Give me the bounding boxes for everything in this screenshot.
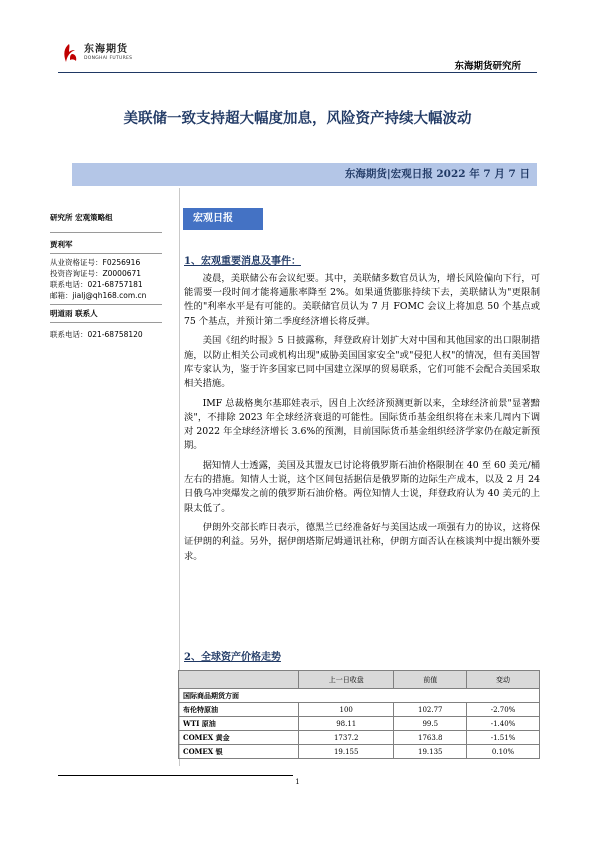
report-banner: 东海期货|宏观日报 2022 年 7 月 7 日 [72,163,537,186]
table-cell: 0.10% [467,745,540,759]
table-cell: 19.135 [394,745,467,759]
asset-price-table [178,670,540,759]
logo-english: DONGHAI FUTURES [84,55,133,61]
news-paragraph: 凌晨，美联储公布会议纪要。其中，美联储多数官员认为，增长风险偏向下行，可能需要一段时间才能将通胀率降至 2%。如果通货膨胀持续下去，美联储认为"更限制性的"利率水平是有可能的。美联储官员认为 7 月 FOMC 会议上将加息 50 个基点或 75 个基点，并预计第二季度经济增长将反弹。 [184,273,540,327]
table-cell: -1.51% [467,731,540,745]
news-paragraph: 据知情人士透露，美国及其盟友已讨论将俄罗斯石油价格限制在 40 至 60 美元/桶左右的措施。知情人士说，这个区间包括据信是俄罗斯的边际生产成本，以及 2 月 24 日俄乌冲突爆发之前的俄罗斯石油价格。两位知情人士说，拜登政府认为 40 美元的上限太低了。 [184,459,540,514]
table-cell: 100 [299,703,394,717]
analyst-info: 投资咨询证号：Z0000671 [50,269,142,278]
table-cell: 布伦特原油 [179,703,299,717]
report-title: 美联储一致支持超大幅度加息，风险资产持续大幅波动 [123,110,472,127]
table-header: 变动 [467,671,540,689]
analyst-info: 从业资格证号：F0256916 [50,258,141,267]
analyst-name: 贾利军 [50,240,73,249]
news-body [184,272,540,569]
table-cell: COMEX 黄金 [179,731,299,745]
table-header [179,671,299,689]
table-group-label: 国际商品期货方面 [179,689,540,703]
table-row [179,745,540,759]
sidebar-divider [50,304,162,305]
news-paragraph: IMF 总裁格奥尔基耶娃表示，因自上次经济预测更新以来，全球经济前景"显著黯淡"，不排除 2023 年全球经济衰退的可能性。国际货币基金组织将在未来几周内下调对 2022 年全球经济增长 3.6%的预测，目前国际货币基金组织经济学家仍在敲定新预期。 [184,397,540,452]
table-row [179,731,540,745]
footer-divider [58,775,293,776]
section-heading-prices: 2、全球资产价格走势 [184,652,281,663]
header-divider [58,72,537,73]
analyst-email: 邮箱：jialj@qh168.com.cn [50,291,147,300]
table-cell: -2.70% [467,703,540,717]
department: 研究所 宏观策略组 [50,213,113,222]
table-cell: WTI 原油 [179,717,299,731]
table-header-row [179,671,540,689]
analyst-info: 联系电话：021-68757181 [50,280,143,289]
table-header: 上一日收盘 [299,671,394,689]
section-heading-news: 1、宏观重要消息及事件： [184,256,301,267]
logo-chinese: 东海期货 [84,43,128,55]
contact-name: 明道雨 联系人 [50,309,98,318]
news-paragraph: 伊朗外交部长昨日表示，德黑兰已经准备好与美国达成一项强有力的协议，这将保证伊朗的利益。另外，据伊朗塔斯尼姆通讯社称，伊朗方面否认在核谈判中提出额外要求。 [184,522,540,562]
news-paragraph: 美国《纽约时报》5 日披露称，拜登政府计划扩大对中国和其他国家的出口限制措施，以防止相关公司或机构出现"威胁美国国家安全"或"侵犯人权"的情况，但有美国智库专家认为，鉴于许多国家已同中国建立深厚的贸易联系，它们可能不会配合美国采取相关措施。 [184,335,540,389]
table-cell: COMEX 银 [179,745,299,759]
table-cell: 98.11 [299,717,394,731]
report-type-tag: 宏观日报 [183,208,263,230]
table-cell: 1763.8 [394,731,467,745]
table-cell: 1737.2 [299,731,394,745]
table-row [179,717,540,731]
logo-icon [58,42,80,64]
table-cell: 102.77 [394,703,467,717]
table-cell: 99.5 [394,717,467,731]
sidebar-divider [50,322,162,323]
page-number: 1 [295,778,300,786]
table-row [179,703,540,717]
institute-name: 东海期货研究所 [454,61,521,72]
table-group-row [179,689,540,703]
author-sidebar [50,212,180,340]
table-cell: -1.40% [467,717,540,731]
company-logo [58,42,132,64]
sidebar-divider [50,253,162,254]
contact-info: 联系电话：021-68758120 [50,330,143,339]
table-cell: 19.155 [299,745,394,759]
table-header: 前值 [394,671,467,689]
sidebar-divider [50,232,162,233]
